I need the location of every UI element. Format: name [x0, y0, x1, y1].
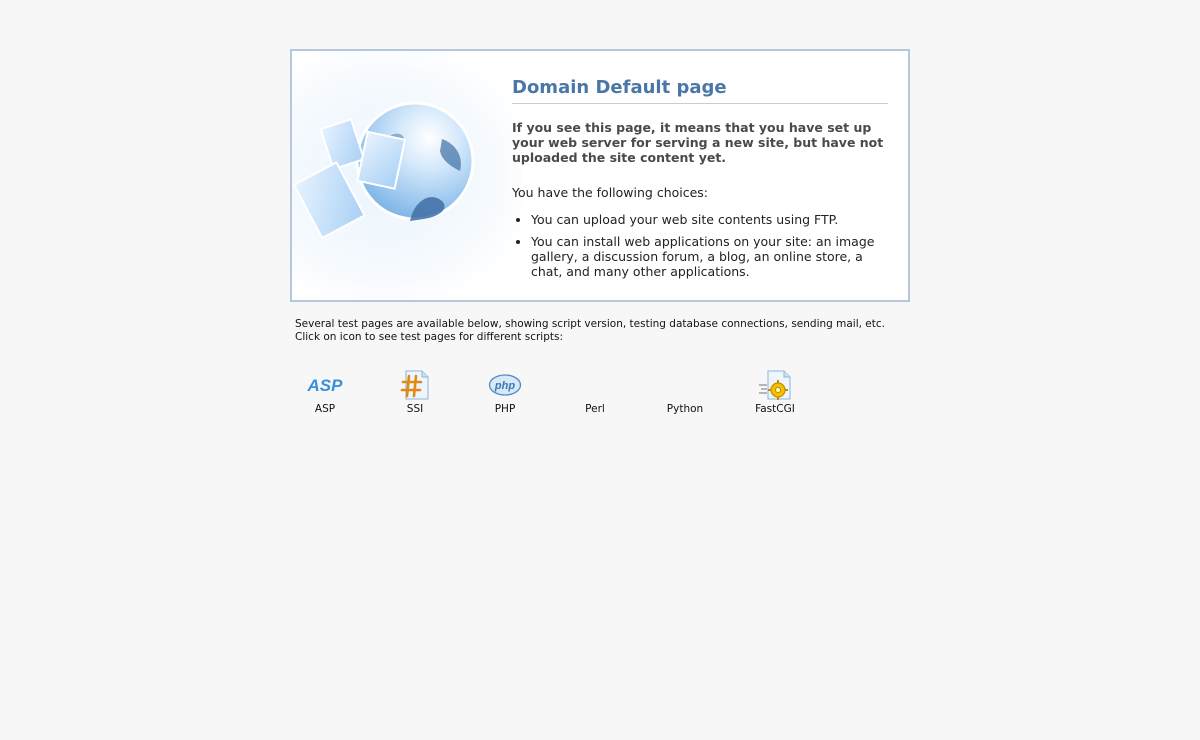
fastcgi-icon[interactable]	[758, 370, 792, 400]
script-label-php[interactable]: PHP	[494, 403, 516, 415]
asp-icon[interactable]	[307, 374, 343, 396]
script-link-asp[interactable]	[295, 368, 355, 415]
script-label-ssi[interactable]: SSI	[406, 403, 424, 415]
python-icon[interactable]	[670, 370, 700, 400]
svg-text:php: php	[494, 380, 516, 392]
php-icon[interactable]	[488, 373, 522, 397]
script-test-links	[295, 368, 835, 418]
script-link-ssi[interactable]	[385, 368, 445, 415]
perl-icon[interactable]	[580, 370, 610, 400]
ssi-icon[interactable]	[400, 370, 430, 400]
panel-content	[512, 77, 888, 286]
test-pages-note: Several test pages are available below, showing script version, testing database connections, sending mail, etc. Click on icon to see test pages for different scripts:	[295, 318, 885, 343]
lead-text: If you see this page, it means that you have set up your web server for serving a new site, but have not uploaded the site content yet.	[512, 120, 884, 165]
choice-item-ftp: • You can upload your web site contents using FTP.	[531, 212, 888, 227]
script-label-fastcgi[interactable]: FastCGI	[755, 403, 795, 415]
script-label-python[interactable]: Python	[666, 403, 704, 415]
default-page-panel	[290, 49, 910, 302]
script-link-php[interactable]	[475, 368, 535, 415]
script-label-perl[interactable]: Perl	[585, 403, 605, 415]
globe-illustration	[292, 51, 522, 300]
script-link-python[interactable]	[655, 368, 715, 415]
choice-item-web-apps: • You can install web applications on your site: an image gallery, a discussion forum, a blog, an online store, a chat, and many other applications.	[531, 234, 888, 279]
page-title: Domain Default page	[512, 77, 888, 104]
choices-intro: You have the following choices:	[512, 185, 709, 200]
choices-list	[512, 212, 888, 279]
svg-text:ASP: ASP	[307, 376, 343, 395]
script-link-perl[interactable]	[565, 368, 625, 415]
script-label-asp[interactable]: ASP	[314, 403, 336, 415]
script-link-fastcgi[interactable]	[745, 368, 805, 415]
